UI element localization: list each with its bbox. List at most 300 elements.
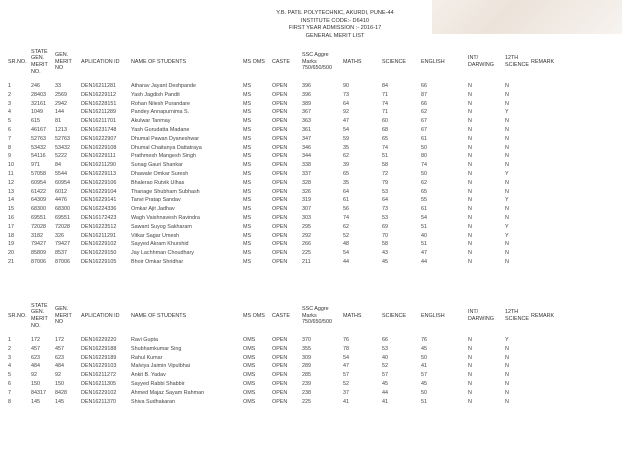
col-int-drawing: INT/ DARWING (468, 309, 494, 322)
cell-maths: 62 (343, 153, 349, 160)
cell-sr-no: 10 (8, 162, 14, 169)
cell-student-name: Akulwar Tanmay (131, 118, 171, 125)
cell-state-merit: 57058 (31, 171, 46, 178)
cell-application-id: DEN16229108 (81, 144, 117, 151)
cell-int-drawing: N (468, 372, 472, 379)
table-row (8, 370, 565, 379)
cell-maths: 90 (343, 83, 349, 90)
cell-ssc-marks: 303 (302, 215, 311, 222)
cell-int-drawing: N (468, 100, 472, 107)
cell-12th-science: Y (505, 109, 509, 116)
cell-sr-no: 15 (8, 206, 14, 213)
cell-remark (531, 169, 565, 178)
cell-gen-merit: 60954 (55, 179, 70, 186)
document-header (0, 10, 622, 40)
merit-table-ms (8, 43, 565, 266)
cell-ssc-marks: 363 (302, 118, 311, 125)
cell-english: 51 (421, 398, 427, 405)
col-application-id: APLICATION ID (81, 312, 120, 319)
cell-english: 80 (421, 153, 427, 160)
cell-application-id: DEN16211291 (81, 232, 116, 239)
cell-gen-merit: 145 (55, 398, 64, 405)
cell-remark (531, 388, 565, 397)
col-ms-oms: MS OMS (243, 312, 265, 319)
cell-caste: OPEN (272, 100, 288, 107)
cell-sr-no: 2 (8, 345, 11, 352)
cell-int-drawing: N (468, 197, 472, 204)
table-row (8, 231, 565, 240)
institute-name: Y.B. PATIL POLYTECHNIC, AKURDI, PUNE-44 (276, 10, 394, 16)
cell-ssc-marks: 266 (302, 241, 311, 248)
cell-sr-no: 17 (8, 223, 14, 230)
cell-int-drawing: N (468, 363, 472, 370)
cell-maths: 52 (343, 381, 349, 388)
cell-int-drawing: N (468, 354, 472, 361)
cell-gen-merit: 79427 (55, 241, 70, 248)
cell-science: 79 (382, 179, 388, 186)
cell-science: 57 (382, 372, 388, 379)
cell-state-merit: 484 (31, 363, 40, 370)
cell-int-drawing: N (468, 171, 472, 178)
cell-ms-oms: MS (243, 241, 252, 248)
cell-caste: OPEN (272, 215, 288, 222)
cell-application-id: DEN16229220 (81, 337, 117, 344)
cell-12th-science: Y (505, 197, 509, 204)
cell-science: 68 (382, 127, 388, 134)
cell-remark (531, 204, 565, 213)
cell-ssc-marks: 389 (302, 100, 311, 107)
cell-ms-oms: MS (243, 127, 252, 134)
cell-ssc-marks: 361 (302, 127, 311, 134)
cell-sr-no: 7 (8, 389, 11, 396)
cell-application-id: DEN16229188 (81, 345, 117, 352)
cell-remark (531, 160, 565, 169)
cell-remark (531, 379, 565, 388)
cell-state-merit: 1049 (31, 109, 43, 116)
cell-science: 65 (382, 135, 388, 142)
cell-ms-oms: OMS (243, 381, 256, 388)
cell-remark (531, 90, 565, 99)
cell-int-drawing: N (468, 188, 472, 195)
cell-int-drawing: N (468, 135, 472, 142)
col-sr-no: SR.NO. (8, 312, 27, 319)
col-remark: REMARK (531, 58, 555, 65)
cell-remark (531, 81, 565, 90)
cell-english: 87 (421, 91, 427, 98)
cell-int-drawing: N (468, 389, 472, 396)
cell-gen-merit: 144 (55, 109, 64, 116)
cell-science: 53 (382, 188, 388, 195)
cell-12th-science: N (505, 250, 509, 257)
cell-english: 67 (421, 127, 427, 134)
cell-student-name: Bhoir Omkar Shridhar (131, 259, 184, 266)
cell-maths: 35 (343, 144, 349, 151)
cell-sr-no: 6 (8, 381, 11, 388)
table-row (8, 187, 565, 196)
cell-ms-oms: OMS (243, 389, 256, 396)
cell-12th-science: N (505, 372, 509, 379)
cell-gen-merit: 33 (55, 83, 61, 90)
cell-english: 74 (421, 162, 427, 169)
cell-caste: OPEN (272, 206, 288, 213)
cell-int-drawing: N (468, 250, 472, 257)
cell-student-name: Dhumal Pawan Dyaneshwar (131, 135, 200, 142)
table-row (8, 134, 565, 143)
cell-science: 53 (382, 345, 388, 352)
cell-maths: 44 (343, 259, 349, 266)
cell-science: 58 (382, 241, 388, 248)
cell-gen-merit: 172 (55, 337, 64, 344)
cell-remark (531, 370, 565, 379)
cell-maths: 39 (343, 162, 349, 169)
cell-state-merit: 69551 (31, 215, 46, 222)
cell-maths: 78 (343, 345, 349, 352)
cell-application-id: DEN16229112 (81, 91, 116, 98)
cell-gen-merit: 84 (55, 162, 61, 169)
col-maths: MATHS (343, 58, 362, 65)
cell-12th-science: N (505, 135, 509, 142)
cell-gen-merit: 457 (55, 345, 64, 352)
col-application-id: APLICATION ID (81, 58, 120, 65)
cell-ssc-marks: 211 (302, 259, 311, 266)
cell-ssc-marks: 344 (302, 153, 311, 160)
header-row (8, 43, 565, 81)
cell-gen-merit: 81 (55, 118, 61, 125)
cell-ms-oms: MS (243, 232, 252, 239)
col-maths: MATHS (343, 312, 362, 319)
cell-caste: OPEN (272, 109, 288, 116)
cell-12th-science: Y (505, 232, 509, 239)
cell-maths: 37 (343, 389, 349, 396)
cell-remark (531, 151, 565, 160)
cell-state-merit: 150 (31, 381, 40, 388)
table-row (8, 116, 565, 125)
table-row (8, 222, 565, 231)
cell-maths: 65 (343, 171, 349, 178)
col-science: SCIENCE (382, 58, 406, 65)
cell-caste: OPEN (272, 179, 288, 186)
cell-caste: OPEN (272, 197, 288, 204)
cell-science: 84 (382, 83, 388, 90)
cell-caste: OPEN (272, 354, 288, 361)
cell-remark (531, 195, 565, 204)
cell-application-id: DEN16224336 (81, 206, 117, 213)
cell-caste: OPEN (272, 127, 288, 134)
table-row (8, 143, 565, 152)
table-row (8, 125, 565, 134)
cell-remark (531, 116, 565, 125)
cell-english: 41 (421, 363, 427, 370)
cell-remark (531, 248, 565, 257)
cell-12th-science: N (505, 127, 509, 134)
table-row (8, 239, 565, 248)
cell-english: 61 (421, 206, 427, 213)
cell-maths: 48 (343, 241, 349, 248)
list-title: GENERAL MERIT LIST (305, 32, 365, 39)
cell-remark (531, 239, 565, 248)
cell-caste: OPEN (272, 223, 288, 230)
cell-remark (531, 107, 565, 116)
cell-remark (531, 213, 565, 222)
cell-int-drawing: N (468, 223, 472, 230)
cell-english: 66 (421, 83, 427, 90)
cell-maths: 47 (343, 363, 349, 370)
cell-int-drawing: N (468, 109, 472, 116)
cell-science: 60 (382, 118, 388, 125)
cell-sr-no: 14 (8, 197, 14, 204)
cell-application-id: DEN16211701 (81, 118, 116, 125)
cell-12th-science: N (505, 179, 509, 186)
cell-12th-science: N (505, 345, 509, 352)
cell-application-id: DEN16229141 (81, 197, 117, 204)
cell-state-merit: 84317 (31, 389, 46, 396)
cell-sr-no: 5 (8, 118, 11, 125)
col-12th-science: 12TH SCIENCE (505, 55, 529, 68)
cell-science: 71 (382, 109, 388, 116)
table-row (8, 397, 565, 406)
cell-state-merit: 28403 (31, 91, 46, 98)
cell-caste: OPEN (272, 144, 288, 151)
cell-maths: 56 (343, 206, 349, 213)
cell-english: 51 (421, 223, 427, 230)
cell-remark (531, 178, 565, 187)
cell-english: 45 (421, 345, 427, 352)
cell-science: 71 (382, 91, 388, 98)
col-gen-merit: GEN. MERIT NO (55, 305, 72, 326)
cell-science: 73 (382, 206, 388, 213)
cell-ssc-marks: 238 (302, 389, 311, 396)
cell-science: 70 (382, 232, 388, 239)
cell-gen-merit: 5222 (55, 153, 67, 160)
cell-sr-no: 1 (8, 83, 11, 90)
cell-gen-merit: 5544 (55, 171, 67, 178)
admission-year: FIRST YEAR ADMISSION :- 2016-17 (288, 25, 382, 32)
cell-caste: OPEN (272, 381, 288, 388)
cell-science: 40 (382, 354, 388, 361)
cell-12th-science: N (505, 398, 509, 405)
cell-ms-oms: MS (243, 215, 252, 222)
cell-int-drawing: N (468, 144, 472, 151)
cell-gen-merit: 2942 (55, 100, 67, 107)
cell-int-drawing: N (468, 232, 472, 239)
table-row (8, 204, 565, 213)
cell-remark (531, 143, 565, 152)
cell-english: 61 (421, 135, 427, 142)
cell-sr-no: 2 (8, 91, 11, 98)
cell-caste: OPEN (272, 398, 288, 405)
cell-student-name: Tanvi Pratap Sandav (131, 197, 181, 204)
cell-gen-merit: 52763 (55, 135, 70, 142)
cell-state-merit: 87006 (31, 259, 46, 266)
header-row (8, 297, 565, 335)
cell-remark (531, 335, 565, 344)
cell-ms-oms: MS (243, 259, 252, 266)
col-english: ENGLISH (421, 58, 445, 65)
cell-12th-science: N (505, 83, 509, 90)
cell-english: 57 (421, 372, 427, 379)
cell-ms-oms: MS (243, 118, 252, 125)
col-state-merit: STATE GEN. MERIT NO. (31, 302, 48, 329)
cell-science: 66 (382, 337, 388, 344)
table-row (8, 335, 565, 344)
cell-caste: OPEN (272, 188, 288, 195)
cell-ssc-marks: 319 (302, 197, 311, 204)
cell-caste: OPEN (272, 118, 288, 125)
table-row (8, 160, 565, 169)
cell-sr-no: 4 (8, 109, 11, 116)
cell-english: 40 (421, 232, 427, 239)
cell-12th-science: N (505, 389, 509, 396)
cell-12th-science: Y (505, 337, 509, 344)
cell-science: 52 (382, 363, 388, 370)
cell-maths: 76 (343, 337, 349, 344)
col-ssc-marks: SSC Aggre Marks 750/650/500 (302, 305, 332, 326)
cell-ssc-marks: 396 (302, 83, 311, 90)
cell-int-drawing: N (468, 179, 472, 186)
col-caste: CASTE (272, 58, 290, 65)
cell-caste: OPEN (272, 153, 288, 160)
cell-application-id: DEN16229105 (81, 259, 117, 266)
cell-gen-merit: 6012 (55, 188, 67, 195)
cell-ms-oms: MS (243, 162, 252, 169)
cell-application-id: DEN16211272 (81, 372, 116, 379)
cell-remark (531, 187, 565, 196)
cell-ms-oms: MS (243, 135, 252, 142)
cell-ms-oms: MS (243, 223, 252, 230)
cell-science: 45 (382, 259, 388, 266)
cell-science: 58 (382, 162, 388, 169)
table-row (8, 107, 565, 116)
cell-remark (531, 134, 565, 143)
cell-12th-science: N (505, 259, 509, 266)
cell-int-drawing: N (468, 337, 472, 344)
cell-student-name: Wagh Vaishnavesh Ravindra (131, 215, 200, 222)
cell-student-name: Dhawale Omkar Suresh (131, 171, 189, 178)
cell-state-merit: 32161 (31, 100, 46, 107)
cell-application-id: DEN16229104 (81, 188, 117, 195)
cell-12th-science: N (505, 100, 509, 107)
cell-gen-merit: 326 (55, 232, 64, 239)
cell-science: 74 (382, 144, 388, 151)
cell-state-merit: 53432 (31, 144, 46, 151)
cell-ms-oms: MS (243, 250, 252, 257)
cell-ssc-marks: 292 (302, 232, 311, 239)
cell-caste: OPEN (272, 259, 288, 266)
cell-student-name: Omkar Ajit Jadhav (131, 206, 175, 213)
cell-student-name: Vitkar Sagar Umesh (131, 232, 180, 239)
cell-int-drawing: N (468, 127, 472, 134)
table-row (8, 388, 565, 397)
cell-int-drawing: N (468, 345, 472, 352)
cell-application-id: DEN16231748 (81, 127, 117, 134)
cell-ms-oms: MS (243, 100, 252, 107)
cell-sr-no: 8 (8, 398, 11, 405)
cell-sr-no: 1 (8, 337, 11, 344)
cell-science: 44 (382, 389, 388, 396)
cell-maths: 74 (343, 215, 349, 222)
cell-12th-science: N (505, 118, 509, 125)
cell-caste: OPEN (272, 91, 288, 98)
table-row (8, 195, 565, 204)
cell-12th-science: N (505, 206, 509, 213)
cell-ssc-marks: 347 (302, 135, 311, 142)
cell-remark (531, 222, 565, 231)
cell-student-name: Bhalerao Rutvik Ulhas (131, 179, 185, 186)
cell-sr-no: 4 (8, 363, 11, 370)
cell-state-merit: 145 (31, 398, 40, 405)
cell-int-drawing: N (468, 118, 472, 125)
cell-ssc-marks: 328 (302, 179, 311, 186)
cell-ms-oms: MS (243, 179, 252, 186)
cell-sr-no: 12 (8, 179, 14, 186)
cell-student-name: Rahul Kumar (131, 354, 163, 361)
cell-application-id: DEN16229102 (81, 241, 117, 248)
cell-gen-merit: 150 (55, 381, 64, 388)
cell-ms-oms: MS (243, 83, 252, 90)
cell-ssc-marks: 346 (302, 144, 311, 151)
table-row (8, 213, 565, 222)
cell-sr-no: 19 (8, 241, 14, 248)
cell-remark (531, 397, 565, 406)
table-row (8, 169, 565, 178)
cell-application-id: DEN16223512 (81, 223, 117, 230)
col-ms-oms: MS OMS (243, 58, 265, 65)
cell-english: 55 (421, 197, 427, 204)
cell-english: 66 (421, 100, 427, 107)
cell-application-id: DEN16211281 (81, 83, 116, 90)
cell-state-merit: 64309 (31, 197, 46, 204)
table-body (8, 81, 565, 266)
cell-gen-merit: 87006 (55, 259, 70, 266)
cell-maths: 47 (343, 118, 349, 125)
cell-ms-oms: MS (243, 109, 252, 116)
cell-ms-oms: OMS (243, 398, 256, 405)
cell-student-name: Malviya Jaimin Vipulbhai (131, 363, 190, 370)
cell-ssc-marks: 338 (302, 162, 311, 169)
cell-gen-merit: 72028 (55, 223, 70, 230)
cell-application-id: DEN16228151 (81, 100, 117, 107)
cell-state-merit: 60954 (31, 179, 46, 186)
cell-student-name: Jay Lachhman Choudhary (131, 250, 194, 257)
cell-remark (531, 99, 565, 108)
cell-state-merit: 971 (31, 162, 40, 169)
cell-ms-oms: MS (243, 91, 252, 98)
cell-ms-oms: MS (243, 197, 252, 204)
cell-caste: OPEN (272, 250, 288, 257)
cell-ms-oms: OMS (243, 337, 256, 344)
institute-code: INSTITUTE CODE:- D6410 (300, 17, 370, 24)
cell-gen-merit: 8537 (55, 250, 67, 257)
cell-maths: 52 (343, 232, 349, 239)
cell-sr-no: 5 (8, 372, 11, 379)
cell-ssc-marks: 225 (302, 250, 311, 257)
cell-state-merit: 457 (31, 345, 40, 352)
cell-12th-science: N (505, 241, 509, 248)
cell-12th-science: N (505, 188, 509, 195)
cell-remark (531, 353, 565, 362)
cell-state-merit: 623 (31, 354, 40, 361)
cell-gen-merit: 484 (55, 363, 64, 370)
cell-student-name: Yash Jagdish Pandit (131, 91, 180, 98)
cell-caste: OPEN (272, 171, 288, 178)
cell-student-name: Sayyed Akram Khurshid (131, 241, 189, 248)
cell-sr-no: 3 (8, 354, 11, 361)
table-row (8, 178, 565, 187)
cell-state-merit: 61422 (31, 188, 46, 195)
cell-state-merit: 172 (31, 337, 40, 344)
cell-int-drawing: N (468, 215, 472, 222)
table-row (8, 81, 565, 90)
